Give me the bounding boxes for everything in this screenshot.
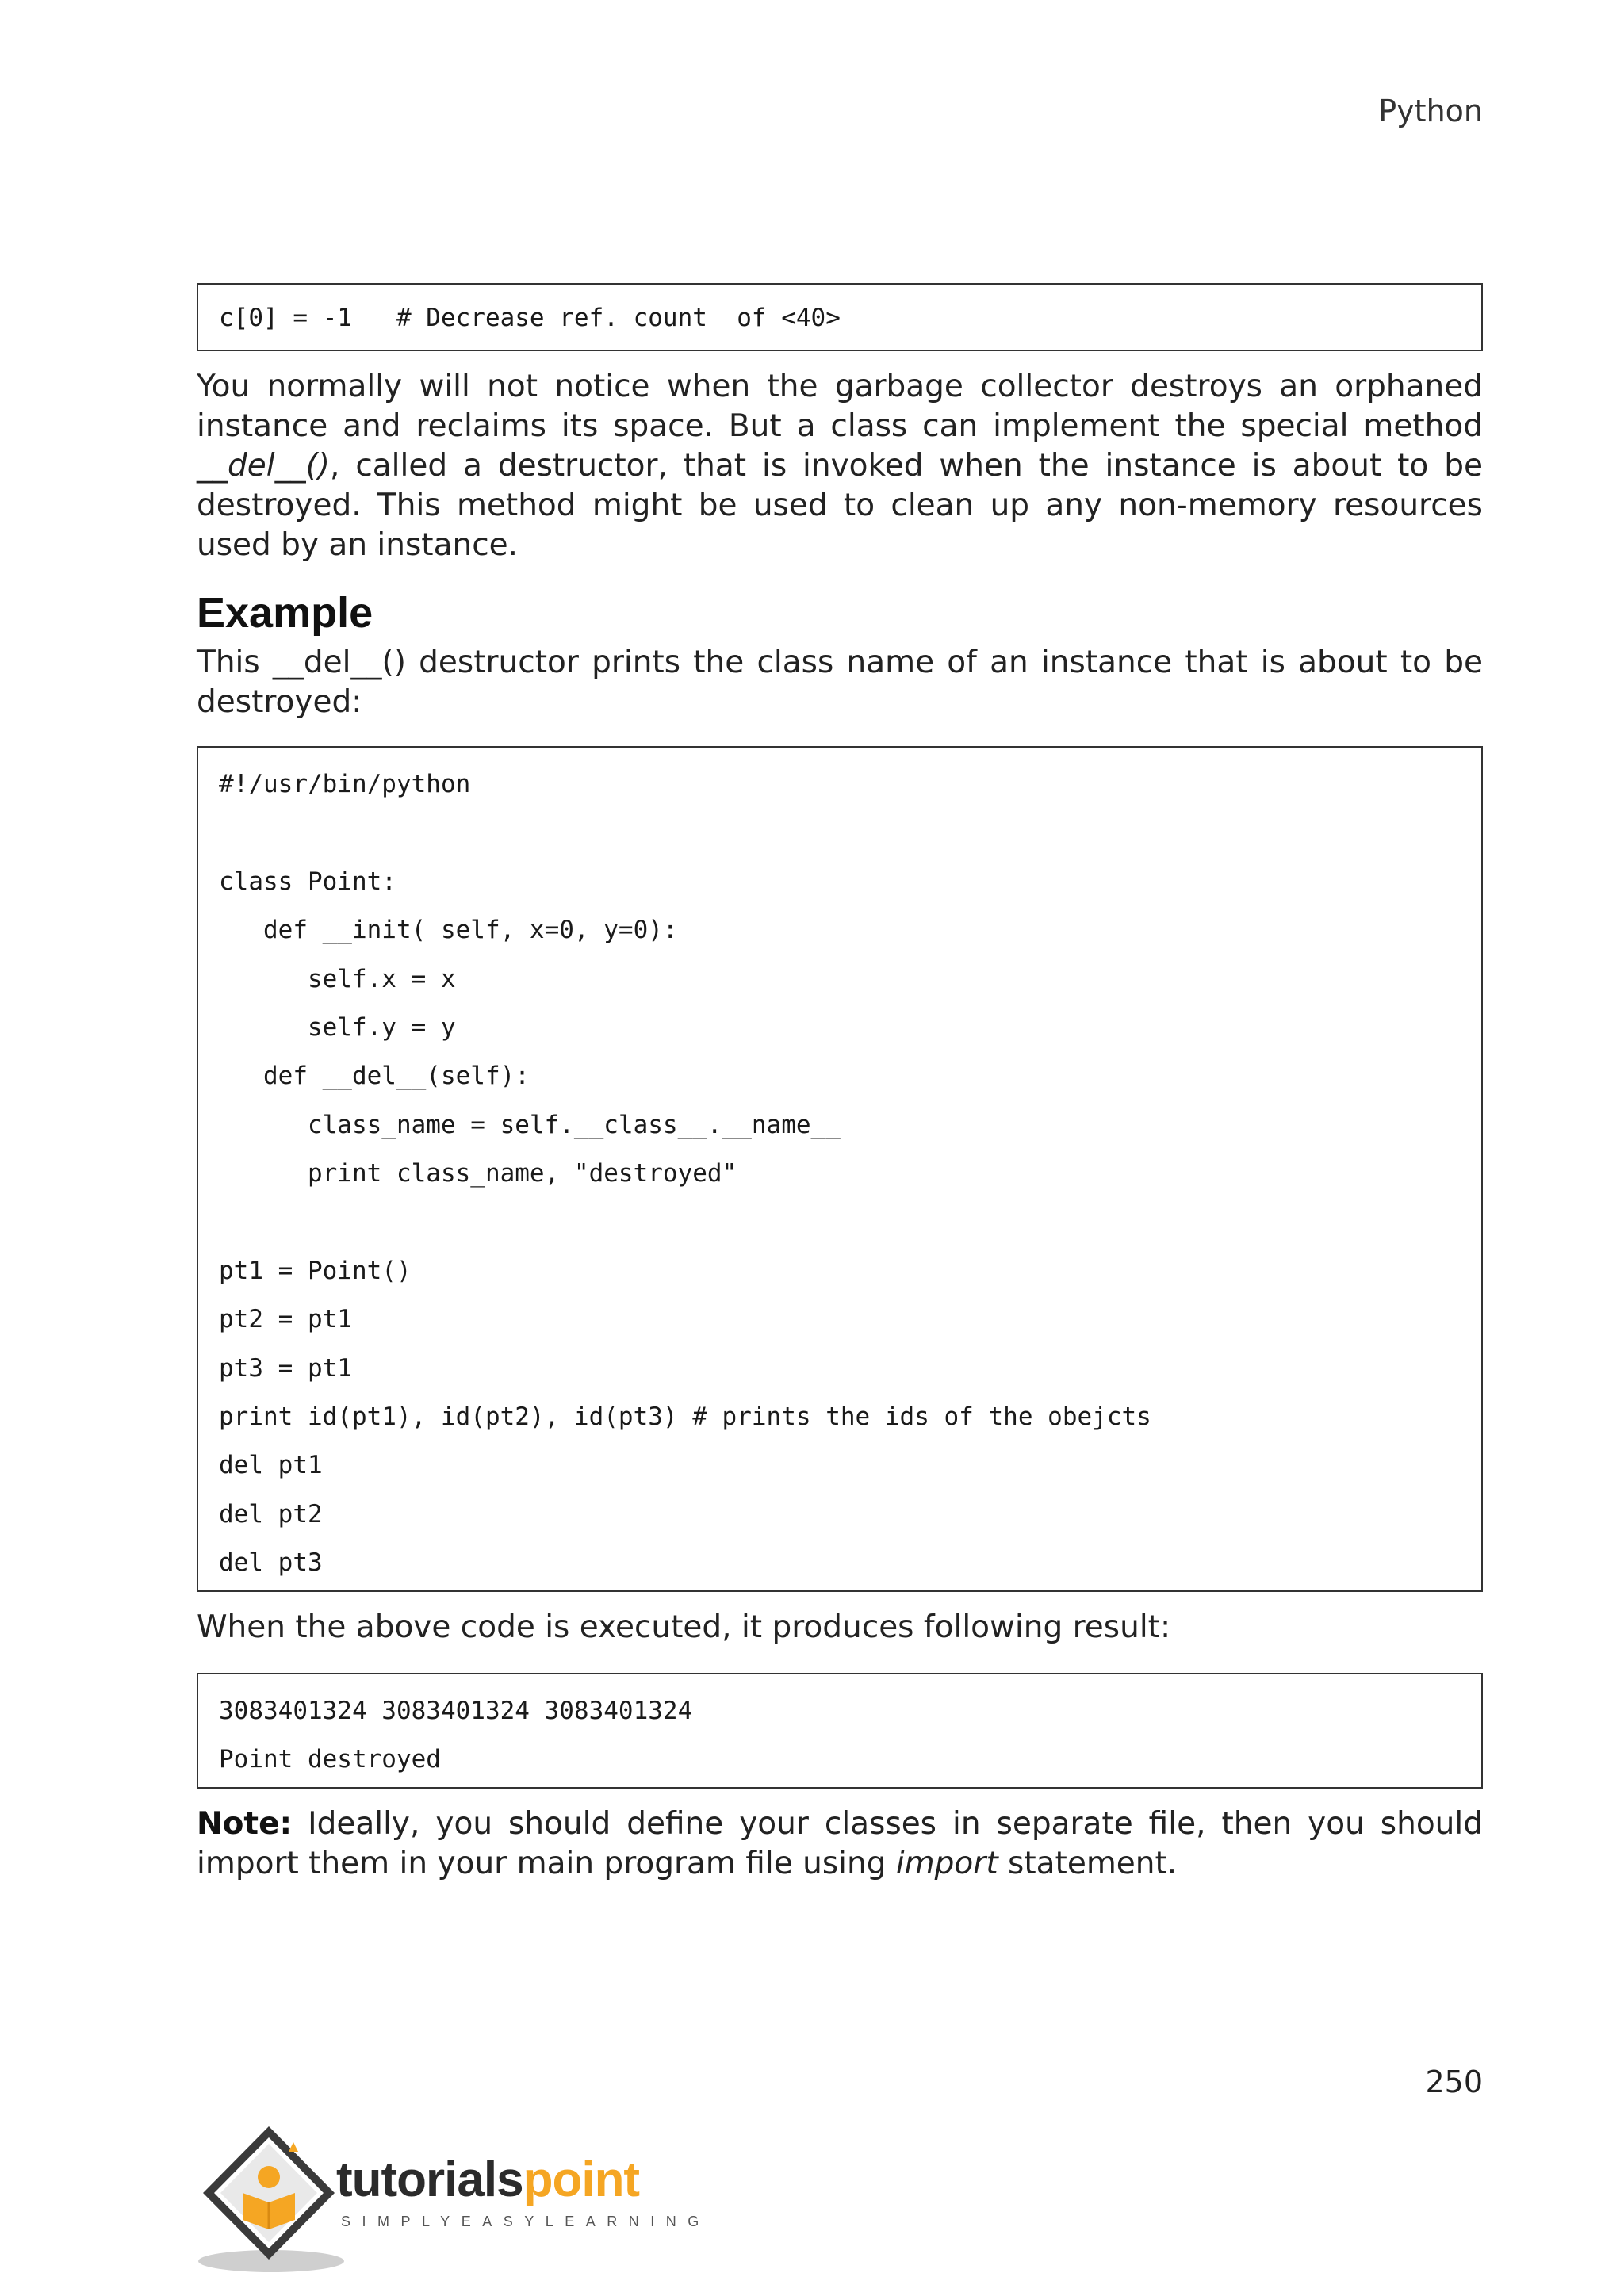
code-block-example (197, 746, 1483, 1592)
note-paragraph (197, 1804, 1483, 1884)
code-line: del pt2 (219, 1499, 323, 1529)
code-line: self.x = x (219, 964, 456, 993)
code-line: print id(pt1), id(pt2), id(pt3) # prints the ids of the obejcts (219, 1402, 1151, 1432)
paragraph-text: You normally will not notice when the garbage collector destroys an orphaned instance and reclaims its space. But a class can implement the special method (197, 369, 1483, 444)
paragraph-destructor-intro (197, 367, 1483, 565)
code-line: class Point: (219, 867, 396, 896)
code-line: del pt3 (219, 1548, 323, 1578)
code-line: #!/usr/bin/python (219, 770, 471, 798)
code-line (219, 1199, 1461, 1247)
method-name-emphasis: __del__() (197, 448, 331, 484)
tutorialspoint-logo (193, 2120, 717, 2279)
note-text: statement. (998, 1846, 1178, 1881)
page-number: 250 (1425, 2064, 1483, 2099)
paragraph-result-intro: When the above code is executed, it produces following result: (197, 1609, 1171, 1645)
code-line: def __del__(self): (219, 1062, 530, 1091)
code-line: def __init( self, x=0, y=0): (219, 916, 678, 945)
paragraph-example-description: This __del__() destructor prints the class name of an instance that is about to be destroyed: (197, 645, 1483, 720)
code-line: pt3 = pt1 (219, 1353, 352, 1383)
output-line: 3083401324 3083401324 3083401324 (219, 1697, 693, 1725)
section-heading-example: Example (197, 589, 373, 637)
code-line: self.y = y (219, 1012, 456, 1042)
import-keyword-emphasis: import (895, 1846, 998, 1881)
logo-wordmark (336, 2152, 639, 2208)
code-line: c[0] = -1 # Decrease ref. count of <40> (219, 304, 841, 332)
logo-mark-icon (193, 2120, 352, 2279)
code-line: print class_name, "destroyed" (219, 1159, 737, 1188)
code-line: del pt1 (219, 1451, 323, 1480)
code-block-output (197, 1673, 1483, 1789)
logo-text-part2: point (523, 2152, 640, 2207)
running-header-title: Python (1378, 94, 1483, 128)
note-text: Ideally, you should define your classes in separate file, then you should import them in your main program file using (197, 1806, 1483, 1881)
code-line: pt1 = Point() (219, 1256, 412, 1285)
code-line: class_name = self.__class__.__name__ (219, 1110, 841, 1139)
code-block-refcount (197, 283, 1483, 351)
note-label: Note: (197, 1806, 293, 1842)
logo-tagline: SIMPLYEASYLEARNING (341, 2214, 710, 2229)
output-line: Point destroyed (219, 1745, 441, 1774)
code-line: pt2 = pt1 (219, 1305, 352, 1334)
page-content (197, 283, 1483, 1884)
code-line (219, 809, 1461, 857)
logo-text-part1: tutorials (336, 2152, 523, 2207)
paragraph-text: , called a destructor, that is invoked when the instance is about to be destroyed. This method might be used to clean up any non-memory resources used by an instance. (197, 448, 1483, 563)
